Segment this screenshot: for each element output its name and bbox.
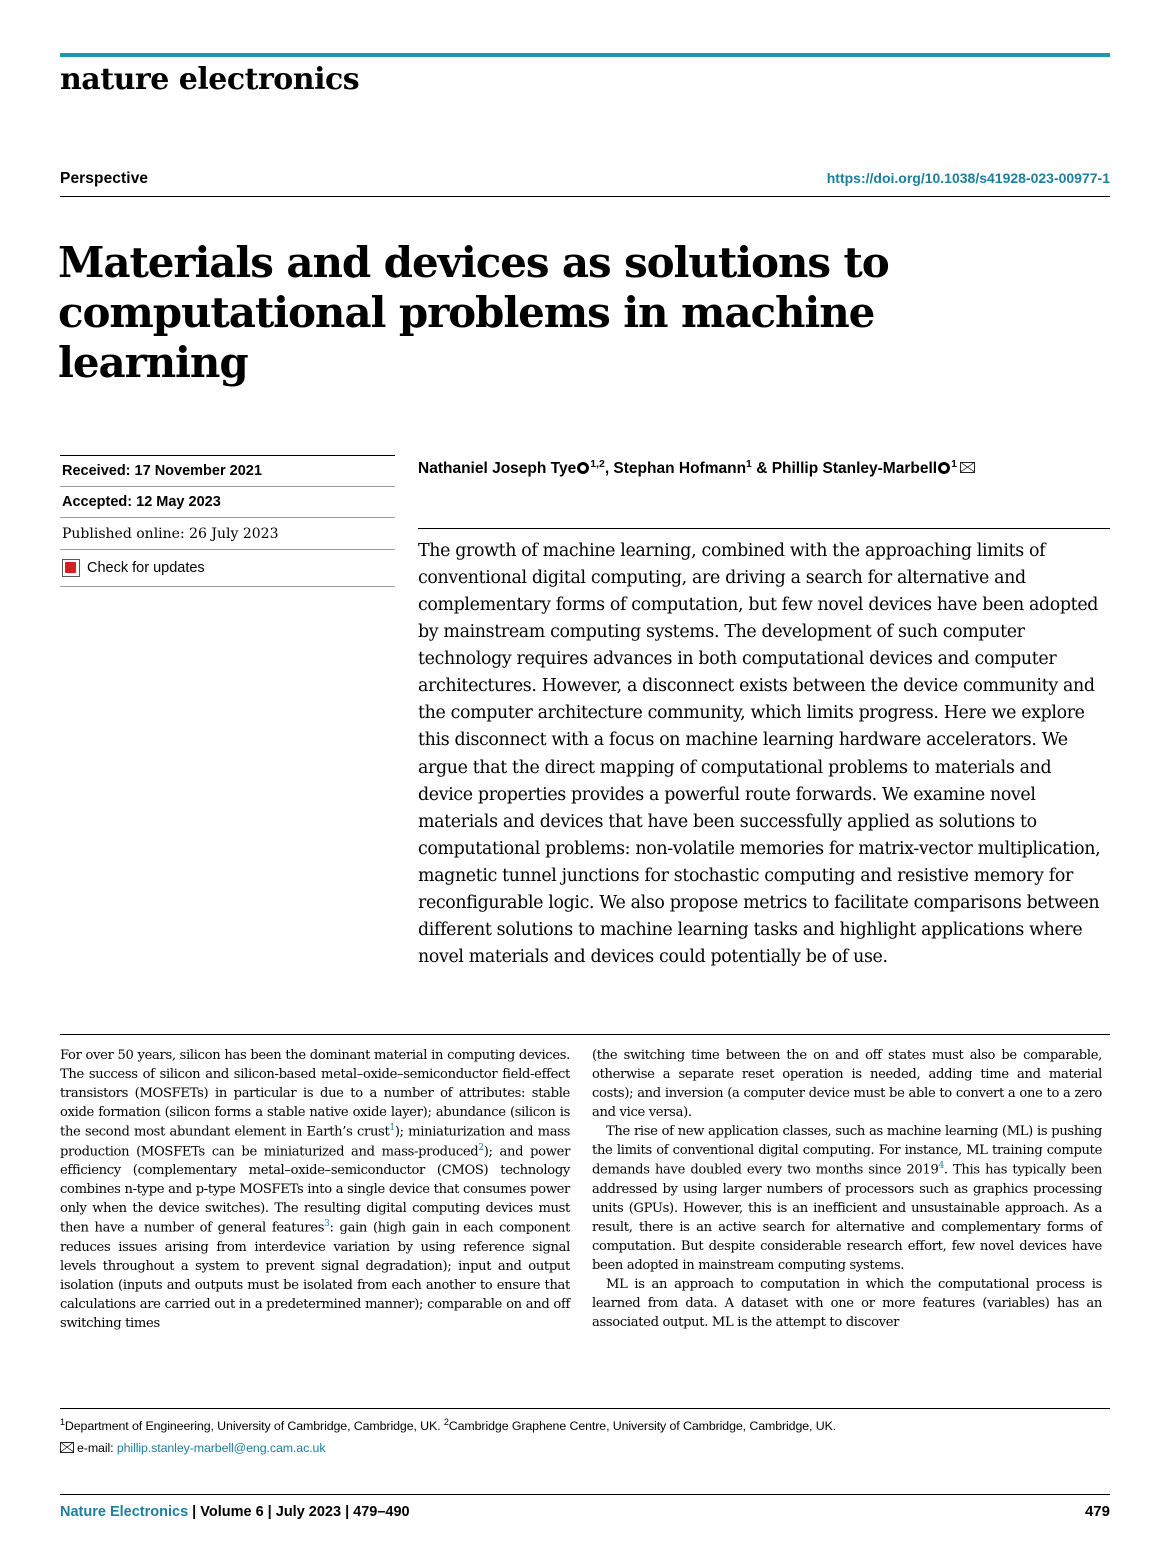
publication-history — [60, 455, 395, 587]
affiliation-line — [60, 1416, 1110, 1436]
body-text-2: ); miniaturization and mass production (MOSFETs can be miniaturized and mass-produced — [60, 1124, 570, 1159]
corresponding-email-line — [60, 1439, 1110, 1458]
orcid-icon[interactable] — [577, 462, 589, 474]
body-text-5: The rise of new application classes, such as machine learning (ML) is pushing the limits of conventional digital computing. For instance, ML training compute demands have doubled every two months since 2019 — [592, 1124, 1102, 1178]
affiliations — [60, 1416, 1110, 1457]
body-paragraph-1 — [60, 1046, 570, 1333]
page-footer — [60, 1503, 1110, 1520]
page-title: Materials and devices as solutions to computational problems in machine learning — [58, 238, 889, 388]
article-type-label: Perspective — [60, 170, 149, 187]
body-divider — [60, 1034, 1110, 1035]
footnote-divider — [60, 1408, 1110, 1409]
reference-3[interactable]: 3 — [324, 1219, 330, 1230]
header-accent-rule — [60, 53, 1110, 57]
body-text-3: ); and power efficiency (complementary metal–oxide–semiconductor (CMOS) technology combines n-type and p-type MOSFETs into a single device that consumes power only when the device switches). The resulting digital computing devices must then have a number of general features — [60, 1143, 571, 1236]
body-paragraph-2: (the switching time between the on and off states must also be comparable, otherwise a separate reset operation is needed, adding time and material costs); and inversion (a computer device must be able to convert a one to a zero and vice versa). — [592, 1048, 1102, 1121]
affiliation-marker-1: 1 — [60, 1417, 65, 1427]
body-column-left — [60, 1046, 570, 1333]
affiliation-text-1: Department of Engineering, University of Cambridge, Cambridge, UK. — [64, 1419, 444, 1434]
doi-link[interactable]: https://doi.org/10.1038/s41928-023-00977-1 — [826, 170, 1110, 186]
body-paragraph-3 — [592, 1122, 1102, 1275]
body-paragraph-4: ML is an approach to computation in which the computational process is learned from data. A dataset with one or more features (variables) has an associated output. ML is the attempt to discover — [592, 1276, 1102, 1331]
meta-divider — [60, 196, 1110, 197]
corresponding-email-link[interactable]: phillip.stanley-marbell@eng.cam.ac.uk — [116, 1440, 326, 1455]
orcid-icon-2[interactable] — [938, 462, 950, 474]
author-1-affiliation: 1,2 — [590, 458, 605, 470]
affiliation-marker-2: 2 — [443, 1417, 449, 1427]
author-1-name: Nathaniel Joseph Tye — [418, 460, 577, 478]
article-meta-row — [60, 170, 1110, 188]
author-3-name: & Phillip Stanley-Marbell — [751, 460, 938, 478]
check-for-updates-label: Check for updates — [87, 560, 205, 576]
reference-2[interactable]: 2 — [478, 1142, 484, 1153]
footer-issue-info: | Volume 6 | July 2023 | 479–490 — [188, 1504, 410, 1520]
reference-4[interactable]: 4 — [938, 1161, 944, 1172]
author-2-affiliation: 1 — [746, 458, 752, 470]
body-column-right — [592, 1046, 1102, 1332]
journal-masthead: nature electronics — [60, 62, 360, 97]
reference-1[interactable]: 1 — [389, 1123, 395, 1134]
author-2-name: , Stephan Hofmann — [604, 460, 747, 478]
published-date: Published online: 26 July 2023 — [60, 518, 395, 550]
crossmark-icon — [62, 559, 80, 577]
abstract-text: The growth of machine learning, combined with the approaching limits of conventional digital computing, are driving a search for alternative and complementary forms of computation, but few novel devices have been adopted by mainstream computing systems. The development of such computer technology requires advances in both computational devices and computer architectures. However, a disconnect exists between the device community and the computer architecture community, which limits progress. Here we explore this disconnect with a focus on machine learning hardware accelerators. We argue that the direct mapping of computational problems to materials and device properties provides a powerful route forwards. We examine novel materials and devices that have been successfully applied as solutions to computational problems: non-volatile memories for matrix-vector multiplication, magnetic tunnel junctions for stochastic computing and resistive memory for reconfigurable logic. We also propose metrics to facilitate comparisons between different solutions to machine learning tasks and highlight applications where novel materials and devices could potentially be of use. — [418, 541, 1101, 967]
email-icon[interactable] — [960, 462, 975, 473]
footer-divider — [60, 1494, 1110, 1495]
footer-journal-name: Nature Electronics — [60, 1504, 189, 1520]
body-text-1: For over 50 years, silicon has been the dominant material in computing devices. The success of silicon and silicon-based metal–oxide–semiconductor field-effect transistors (MOSFETs) in particular is due to a number of attributes: stable oxide formation (silicon forms a stable native oxide layer); abundance (silicon is the second most abundant element in Earth’s crust — [60, 1048, 570, 1140]
envelope-icon — [60, 1442, 74, 1453]
affiliation-text-2: Cambridge Graphene Centre, University of Cambridge, Cambridge, UK. — [448, 1419, 837, 1434]
footer-citation — [60, 1504, 410, 1520]
body-text-6: . This has typically been addressed by using larger numbers of processors such as graphics processing units (GPUs). However, this is an inefficient and unsustainable approach. As a result, there is an active search for alternative and complementary forms of computation. But despite considerable research effort, few novel devices have been adopted in mainstream computing systems. — [592, 1162, 1102, 1273]
body-text-4: : gain (high gain in each component reduces issues arising from interdevice variation by using reference signal levels throughout a system to prevent signal degradation); input and output isolation (inputs and outputs must be isolated from each another to ensure that calculations are carried out in a predetermined manner); comparable on and off switching times — [60, 1220, 571, 1331]
check-for-updates-button[interactable] — [60, 550, 395, 587]
email-label: e-mail: — [77, 1440, 117, 1455]
received-date: Received: 17 November 2021 — [60, 456, 395, 487]
author-3-affiliation: 1 — [951, 458, 957, 470]
author-list — [418, 458, 1110, 479]
page-number: 479 — [1084, 1503, 1110, 1520]
abstract-divider — [418, 528, 1110, 529]
accepted-date: Accepted: 12 May 2023 — [60, 487, 395, 518]
